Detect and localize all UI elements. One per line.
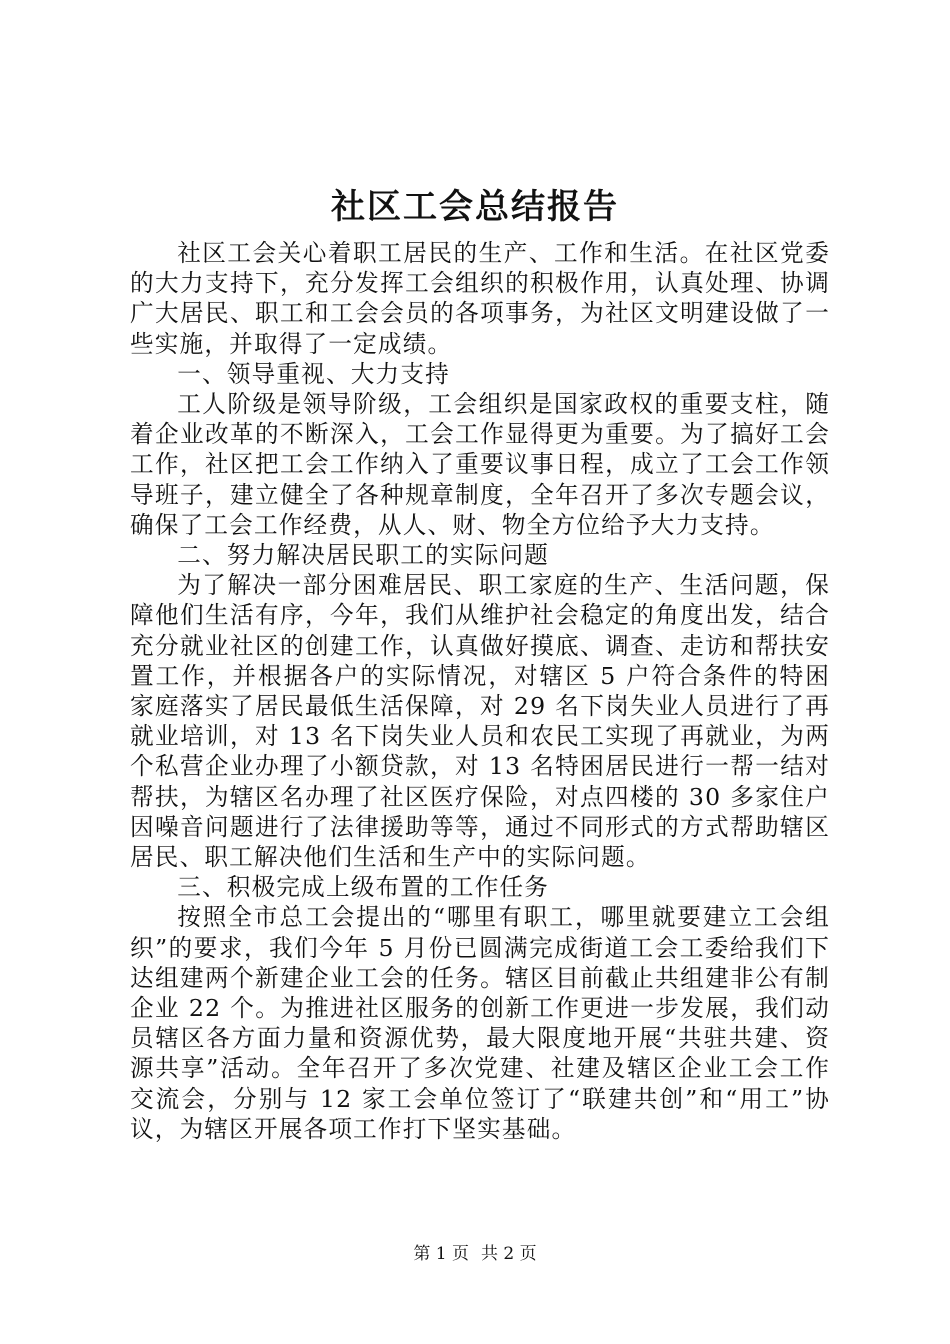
section-paragraph-1: 工人阶级是领导阶级，工会组织是国家政权的重要支柱，随着企业改革的不断深入，工会工作显得更为重要。为了搞好工会工作，社区把工会工作纳入了重要议事日程，成立了工会工作领导班子，建立健全了各种规章制度，全年召开了多次专题会议，确保了工会工作经费，从人、财、物全方位给予大力支持。 [130, 390, 830, 539]
intro-paragraph: 社区工会关心着职工居民的生产、工作和生活。在社区党委的大力支持下，充分发挥工会组织的积极作用，认真处理、协调广大居民、职工和工会会员的各项事务，为社区文明建设做了一些实施，并取得了一定成绩。 [130, 239, 830, 358]
page-total: 共 2 页 [481, 1244, 537, 1264]
section-heading-3: 三、积极完成上级布置的工作任务 [177, 873, 550, 902]
page-footer [0, 1242, 950, 1266]
document-body [130, 238, 830, 1144]
page-title: 社区工会总结报告 [331, 187, 619, 227]
section-paragraph-2: 为了解决一部分困难居民、职工家庭的生产、生活问题，保障他们生活有序，今年，我们从维护社会稳定的角度出发，结合充分就业社区的创建工作，认真做好摸底、调查、走访和帮扶安置工作，并根据各户的实际情况，对辖区 5 户符合条件的特困家庭落实了居民最低生活保障，对 29 名下岗失业人员进行了再就业培训，对 13 名下岗失业人员和农民工实现了再就业，为两个私营企业办理了小额贷款，对 13 名特困居民进行一帮一结对帮扶，为辖区名办理了社区医疗保险，对点四楼的 30 多家住户因噪音问题进行了法律援助等等，通过不同形式的方式帮助辖区居民、职工解决他们生活和生产中的实际问题。 [130, 571, 830, 872]
page-number: 第 1 页 [413, 1244, 469, 1264]
section-paragraph-3: 按照全市总工会提出的“哪里有职工，哪里就要建立工会组织”的要求，我们今年 5 月份已圆满完成街道工会工委给我们下达组建两个新建企业工会的任务。辖区目前截止共组建非公有制企业 22 个。为推进社区服务的创新工作更进一步发展，我们动员辖区各方面力量和资源优势，最大限度地开展“共驻共建、资源共享”活动。全年召开了多次党建、社建及辖区企业工会工作交流会，分别与 12 家工会单位签订了“联建共创”和“用工”协议，为辖区开展各项工作打下坚实基础。 [130, 903, 830, 1143]
section-heading-1: 一、领导重视、大力支持 [177, 359, 450, 388]
section-heading-2: 二、努力解决居民职工的实际问题 [177, 541, 550, 570]
